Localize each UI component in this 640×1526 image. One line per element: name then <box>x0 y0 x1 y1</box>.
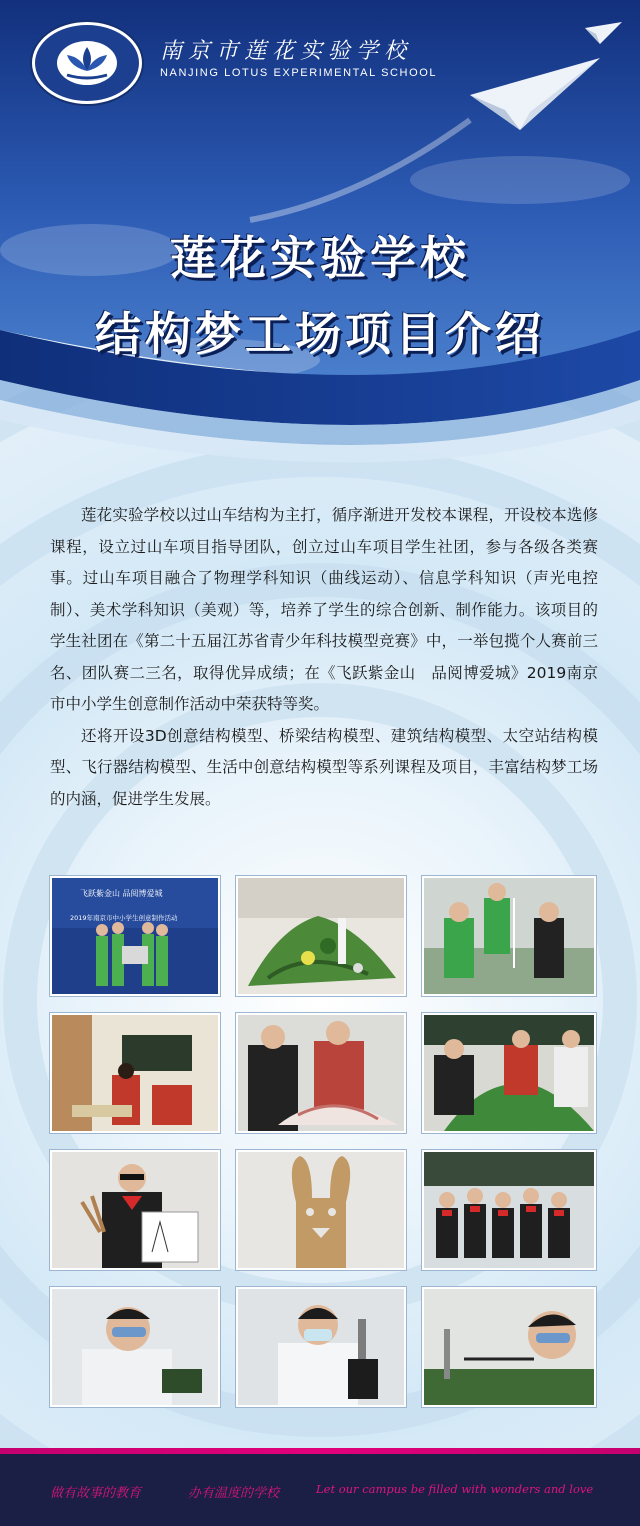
photo-group-with-rabbits <box>422 1150 596 1270</box>
photo-students-sculpting <box>236 1013 406 1133</box>
footer-slogan-1: 做有故事的教育 <box>50 1486 142 1501</box>
photo-landscape-model <box>422 1013 596 1133</box>
footer-slogan-3: Let our campus be filled with wonders and love <box>316 1482 594 1496</box>
description-paragraph-2: 还将开设3D创意结构模型、桥梁结构模型、建筑结构模型、太空站结构模型、飞行器结构模型、生活中创意结构模型等系列课程及项目，丰富结构梦工场的内涵，促进学生发展。 <box>50 726 598 808</box>
school-name-en: NANJING LOTUS EXPERIMENTAL SCHOOL <box>160 67 438 79</box>
poster-title-line2: 结构梦工场项目介绍 <box>95 307 545 361</box>
photo-student-mask <box>236 1287 406 1407</box>
lotus-icon <box>57 41 117 85</box>
footer-stripe <box>0 1448 640 1454</box>
photo-rabbit-cutout <box>236 1150 406 1270</box>
photo-student-with-tool <box>50 1150 220 1270</box>
school-logo <box>32 22 142 104</box>
poster-title-line1: 莲花实验学校 <box>170 231 470 285</box>
footer-bar <box>0 1448 640 1526</box>
photo-banner-line1: 飞跃紫金山 品阅博爱城 <box>80 889 163 898</box>
footer-slogan-2: 办有温度的学校 <box>188 1486 280 1501</box>
photo-student-goggles <box>50 1287 220 1407</box>
project-description <box>50 500 598 815</box>
photo-award-ceremony <box>50 876 220 996</box>
school-name-cn: 南京市莲花实验学校 <box>160 39 413 64</box>
photo-student-cutting <box>422 1287 596 1407</box>
description-paragraph-1: 莲花实验学校以过山车结构为主打，循序渐进开发校本课程，开设校本选修课程，设立过山车项目指导团队，创立过山车项目学生社团，参与各级各类赛事。过山车项目融合了物理学科知识（曲线运动）、信息学科知识（声光电控制）、美术学科知识（美观）等，培养了学生的综合创新、制作能力。该项目的学生社团在《第二十五届江苏省青少年科技模型竞赛》中，一举包揽个人赛前三名、团队赛二三名，取得优异成绩；在《飞跃紫金山 品阅博爱城》2019南京市中小学生创意制作活动中荣获特等奖。 <box>50 506 598 713</box>
photo-mountain-model <box>236 876 406 996</box>
photo-banner-line2: 2019年南京市中小学生创意制作活动 <box>70 914 178 922</box>
photo-team-working <box>422 876 596 996</box>
photo-classroom-building <box>50 1013 220 1133</box>
